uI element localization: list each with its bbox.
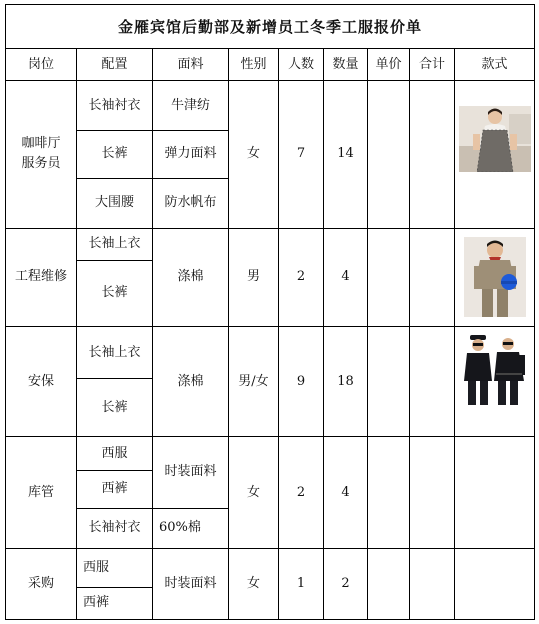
uniform-quote-table <box>5 4 535 620</box>
fabric-cell: 涤棉 <box>153 326 229 436</box>
config-cell: 西裤 <box>77 587 153 619</box>
position-cafe <box>6 81 77 228</box>
config-cell: 长袖上衣 <box>77 228 153 260</box>
config-cell: 长袖上衣 <box>77 326 153 378</box>
people-cell: 2 <box>279 437 324 548</box>
total-cell <box>410 437 455 548</box>
unit-price-cell <box>368 326 410 436</box>
table-row <box>6 437 535 471</box>
fabric-cell: 牛津纺 <box>153 81 229 131</box>
header-row <box>6 49 535 81</box>
table-row <box>6 548 535 587</box>
maintenance-uniform-photo <box>464 237 526 317</box>
config-cell: 长裤 <box>77 379 153 437</box>
page-title: 金雁宾馆后勤部及新增员工冬季工服报价单 <box>6 5 535 49</box>
unit-price-cell <box>368 81 410 228</box>
cafe-uniform-photo <box>459 106 531 172</box>
people-cell: 7 <box>279 81 324 228</box>
config-cell: 西服 <box>77 548 153 587</box>
position-security: 安保 <box>6 326 77 436</box>
fabric-cell: 60%棉 <box>153 508 229 548</box>
position-cafe-line2: 服务员 <box>21 156 61 172</box>
config-cell: 西裤 <box>77 471 153 508</box>
fabric-cell: 防水帆布 <box>153 178 229 228</box>
header-fabric: 面料 <box>153 49 229 81</box>
fabric-cell: 弹力面料 <box>153 131 229 178</box>
header-quantity: 数量 <box>324 49 368 81</box>
gender-cell: 女 <box>229 437 279 548</box>
header-config: 配置 <box>77 49 153 81</box>
total-cell <box>410 548 455 619</box>
header-gender: 性别 <box>229 49 279 81</box>
config-cell: 大围腰 <box>77 178 153 228</box>
security-uniform-photo <box>462 333 528 407</box>
config-cell: 长袖衬衣 <box>77 81 153 131</box>
position-cafe-line1: 咖啡厅 <box>21 136 61 152</box>
gender-cell: 男/女 <box>229 326 279 436</box>
style-warehouse <box>455 437 535 548</box>
quantity-cell: 14 <box>324 81 368 228</box>
quantity-cell: 18 <box>324 326 368 436</box>
header-people: 人数 <box>279 49 324 81</box>
quantity-cell: 4 <box>324 228 368 326</box>
total-cell <box>410 326 455 436</box>
gender-cell: 女 <box>229 81 279 228</box>
total-cell <box>410 81 455 228</box>
header-total: 合计 <box>410 49 455 81</box>
table-row <box>6 326 535 378</box>
style-maintenance <box>455 228 535 326</box>
config-cell: 西服 <box>77 437 153 471</box>
fabric-cell: 涤棉 <box>153 228 229 326</box>
total-cell <box>410 228 455 326</box>
table-row <box>6 228 535 260</box>
gender-cell: 男 <box>229 228 279 326</box>
unit-price-cell <box>368 228 410 326</box>
header-unit-price: 单价 <box>368 49 410 81</box>
gender-cell: 女 <box>229 548 279 619</box>
unit-price-cell <box>368 548 410 619</box>
fabric-cell: 时装面料 <box>153 548 229 619</box>
position-warehouse: 库管 <box>6 437 77 548</box>
people-cell: 9 <box>279 326 324 436</box>
header-style: 款式 <box>455 49 535 81</box>
people-cell: 1 <box>279 548 324 619</box>
position-purchasing: 采购 <box>6 548 77 619</box>
quantity-cell: 2 <box>324 548 368 619</box>
unit-price-cell <box>368 437 410 548</box>
position-maintenance: 工程维修 <box>6 228 77 326</box>
config-cell: 长袖衬衣 <box>77 508 153 548</box>
fabric-cell: 时装面料 <box>153 437 229 508</box>
config-cell: 长裤 <box>77 260 153 326</box>
table-row <box>6 81 535 131</box>
style-purchasing <box>455 548 535 619</box>
style-security <box>455 326 535 436</box>
style-cafe <box>455 81 535 228</box>
quantity-cell: 4 <box>324 437 368 548</box>
config-cell: 长裤 <box>77 131 153 178</box>
people-cell: 2 <box>279 228 324 326</box>
header-position: 岗位 <box>6 49 77 81</box>
